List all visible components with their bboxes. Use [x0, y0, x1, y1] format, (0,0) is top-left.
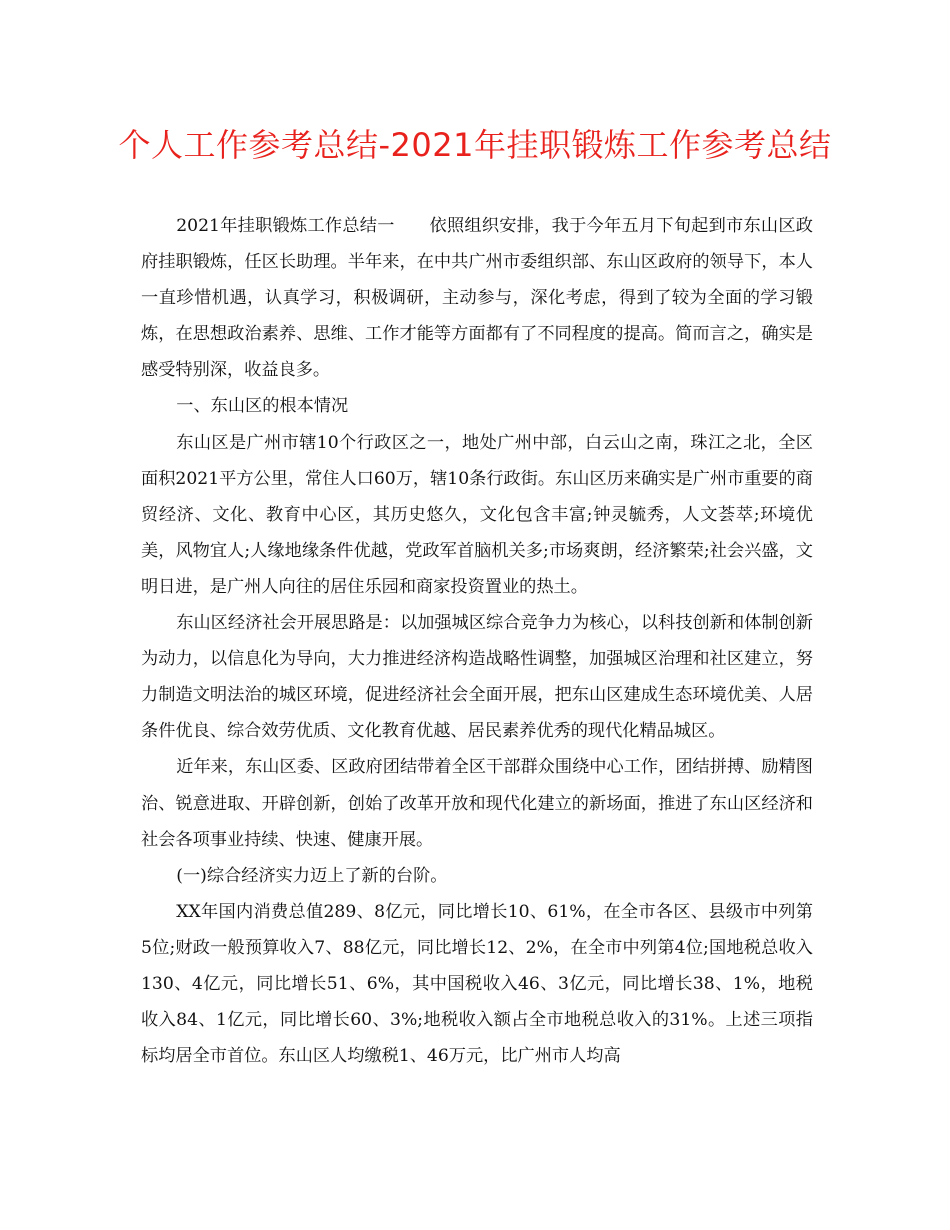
section-heading-1: 一、东山区的根本情况: [176, 396, 349, 417]
paragraph-recent-years: 近年来，东山区委、区政府团结带着全区干部群众围绕中心工作，团结拼搏、励精图治、锐意进取、开辟创新，创始了改革开放和现代化建立的新场面，推进了东山区经济和社会各项事业持续、快速、健康开展。: [141, 757, 813, 850]
paragraph-overview: 东山区是广州市辖10个行政区之一，地处广州中部，白云山之南，珠江之北，全区面积2021平方公里，常住人口60万，辖10条行政街。东山区历来确实是广州市重要的商贸经济、文化、教育中心区，其历史悠久，文化包含丰富;钟灵毓秀，人文荟萃;环境优美，风物宜人;人缘地缘条件优越，党政军首脑机关多;市场爽朗，经济繁荣;社会兴盛，文明日进，是广州人向往的居住乐园和商家投资置业的热土。: [141, 432, 813, 597]
subsection-heading-1: (一)综合经济实力迈上了新的台阶。: [176, 865, 448, 886]
document-body: [141, 208, 813, 1074]
paragraph-intro: 2021年挂职锻炼工作总结一 依照组织安排，我于今年五月下旬起到市东山区政府挂职锻炼，任区长助理。半年来，在中共广州市委组织部、东山区政府的领导下，本人一直珍惜机遇，认真学习，积极调研，主动参与，深化考虑，得到了较为全面的学习锻炼，在思想政治素养、思维、工作才能等方面都有了不同程度的提高。简而言之，确实是感受特别深，收益良多。: [141, 216, 813, 381]
document-title: 个人工作参考总结-2021年挂职锻炼工作参考总结: [118, 126, 832, 164]
paragraph-development-approach: 东山区经济社会开展思路是：以加强城区综合竞争力为核心，以科技创新和体制创新为动力，以信息化为导向，大力推进经济构造战略性调整，加强城区治理和社区建立，努力制造文明法治的城区环境，促进经济社会全面开展，把东山区建成生态环境优美、人居条件优良、综合效劳优质、文化教育优越、居民素养优秀的现代化精品城区。: [141, 613, 813, 742]
paragraph-economic-data: XX年国内消费总值289、8亿元，同比增长10、61%，在全市各区、县级市中列第5位;财政一般预算收入7、88亿元，同比增长12、2%，在全市中列第4位;国地税总收入130、4亿元，同比增长51、6%，其中国税收入46、3亿元，同比增长38、1%，地税收入84、1亿元，同比增长60、3%;地税收入额占全市地税总收入的31%。上述三项指标均居全市首位。东山区人均缴税1、46万元，比广州市人均高: [141, 901, 813, 1067]
